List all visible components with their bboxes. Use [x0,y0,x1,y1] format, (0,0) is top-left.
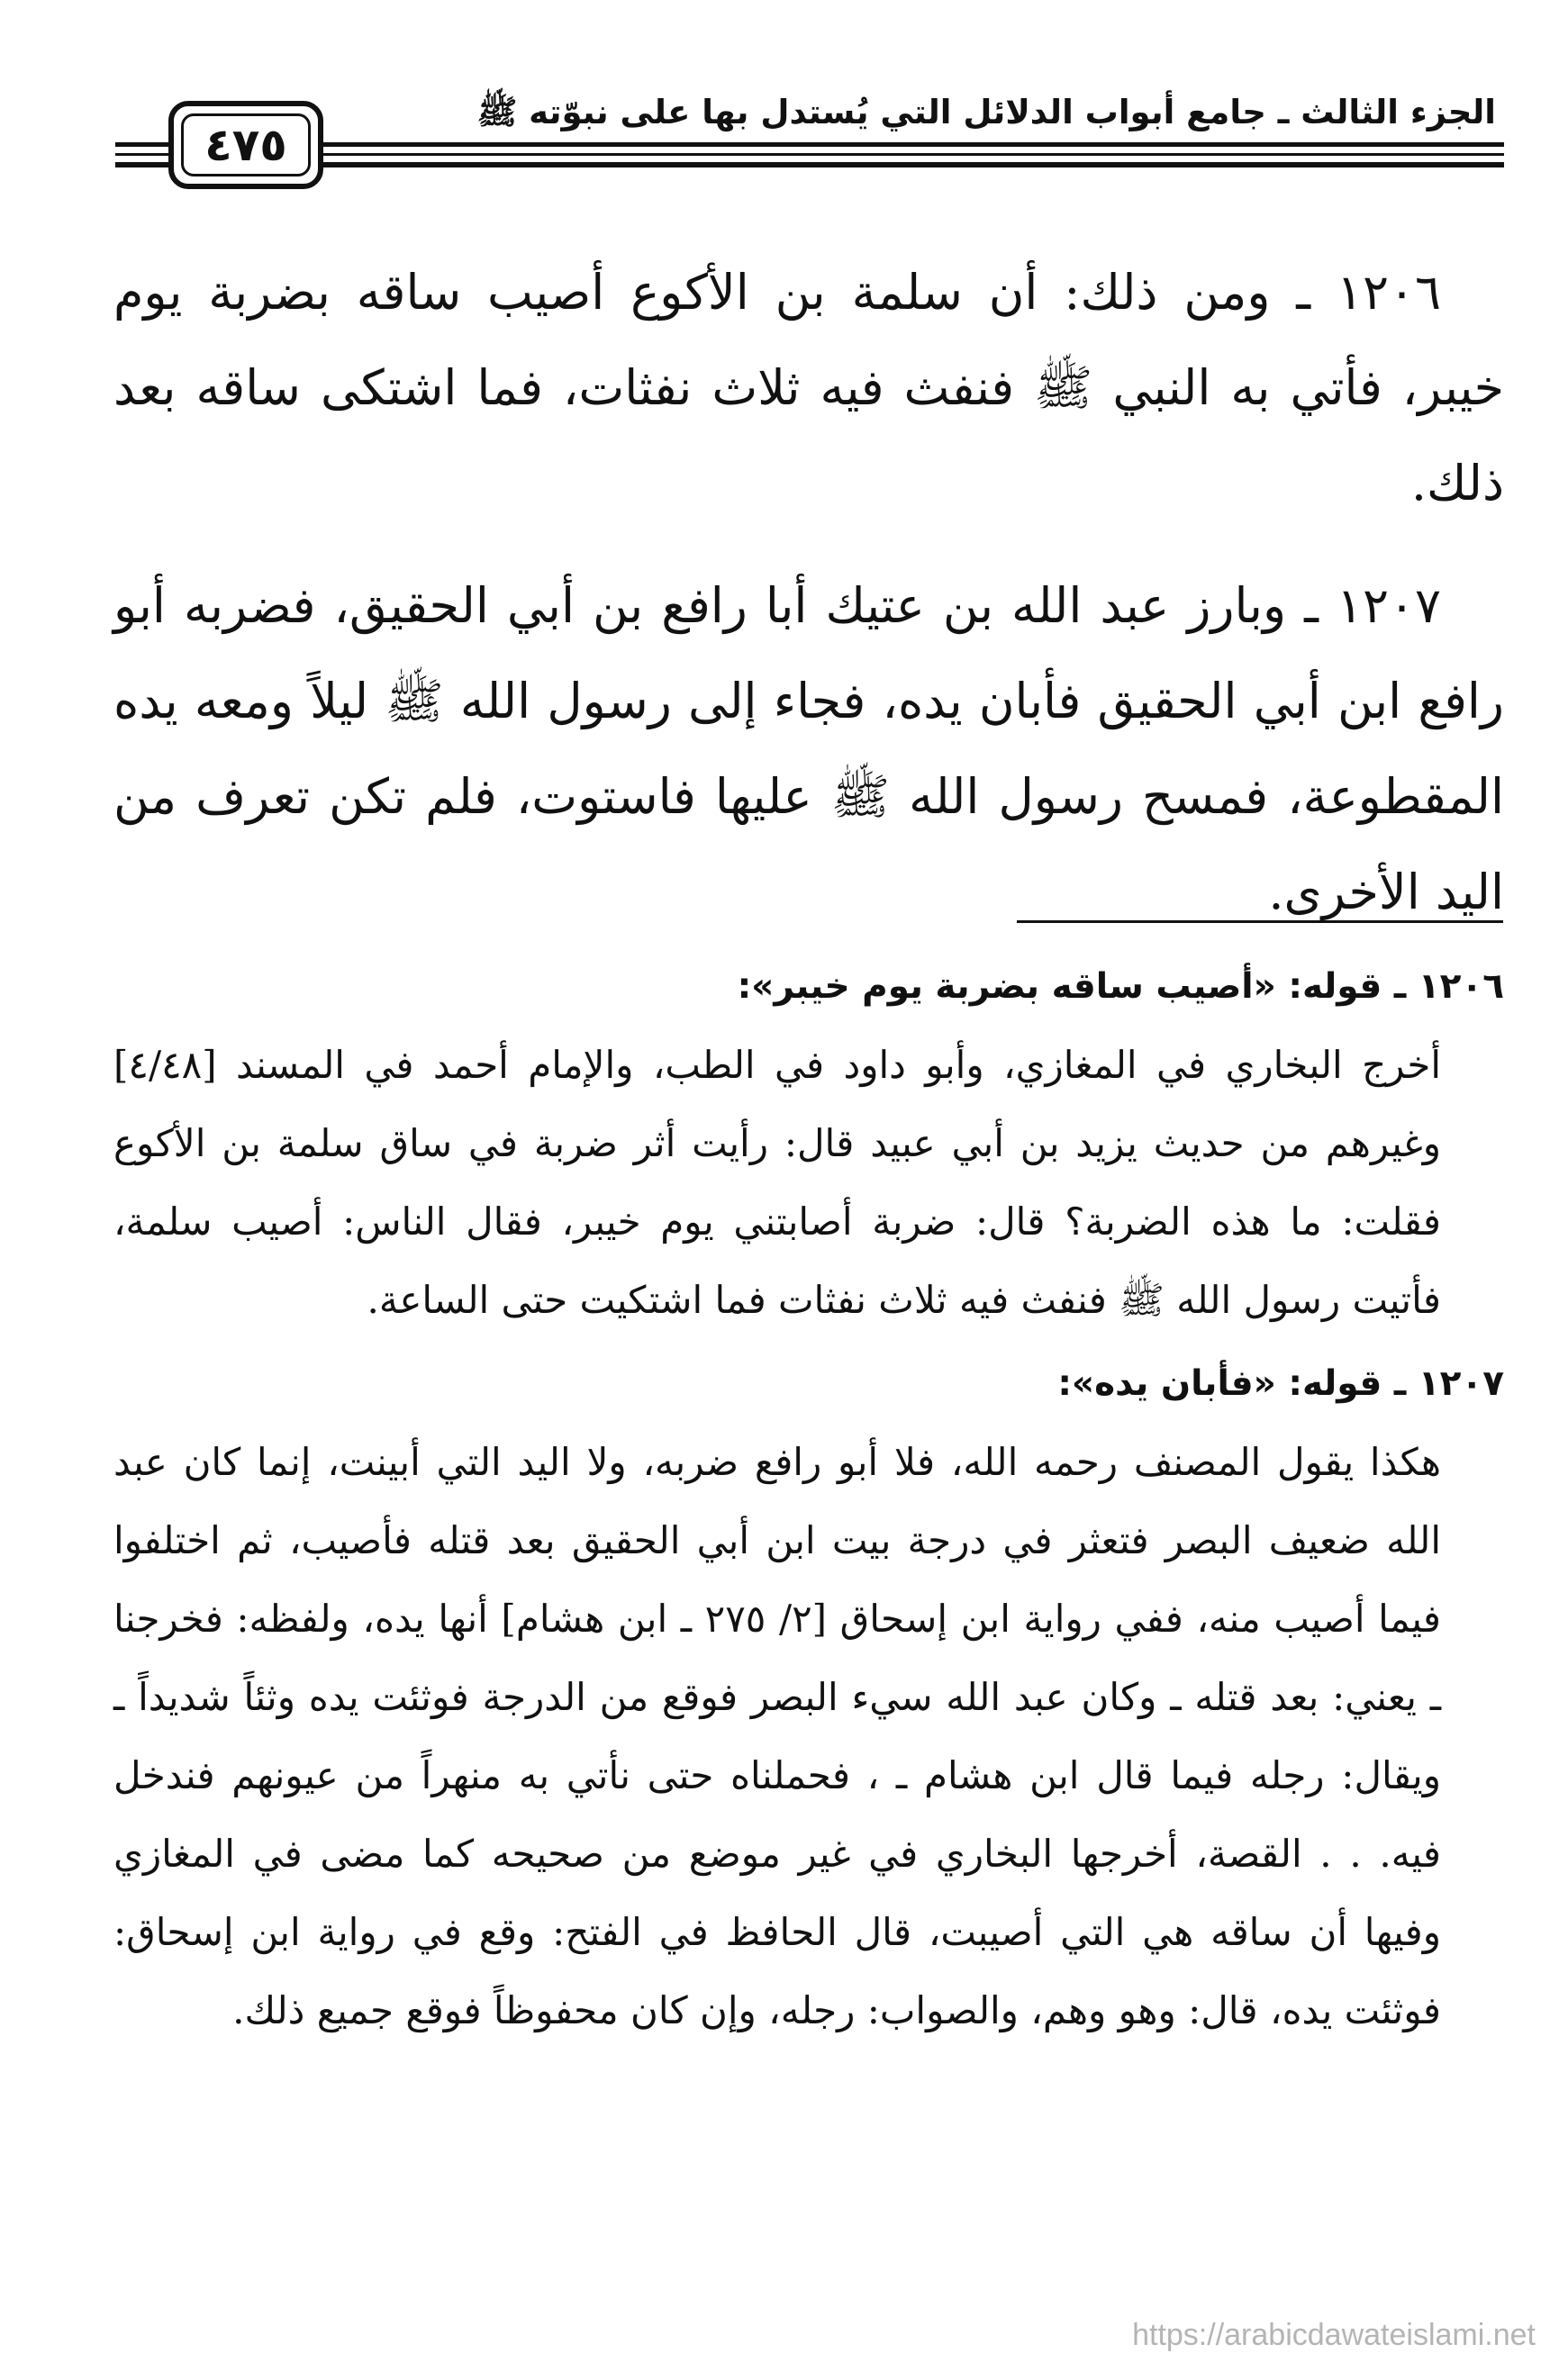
main-text [113,245,1504,967]
paragraph-1206: ١٢٠٦ ـ ومن ذلك: أن سلمة بن الأكوع أصيب ساقه بضربة يوم خيبر، فأتي به النبي ﷺ فنفث فيه ثلاث نفثات، فما اشتكى ساقه بعد ذلك. [113,264,1504,511]
running-header: الجزء الثالث ـ جامع أبواب الدلائل التي يُستدل بها على نبوّته ﷺ [476,93,1496,131]
page-number: ٤٧٥ [181,113,311,176]
footnote-heading-1207: ١٢٠٧ ـ قوله: «فأبان يده»: [1057,1363,1504,1404]
paragraph-1207: ١٢٠٧ ـ وبارز عبد الله بن عتيك أبا رافع بن أبي الحقيق، فضربه أبو رافع ابن أبي الحقيق فأبان يده، فجاء إلى رسول الله ﷺ ليلاً ومعه يده المقطوعة، فمسح رسول الله ﷺ عليها فاستوت، فلم تكن تعرف من اليد الأخرى. [113,577,1504,920]
header-rule-top [115,142,1504,147]
watermark-url: https://arabicdawateislami.net [1132,2318,1536,2352]
footnote-heading-1206: ١٢٠٦ ـ قوله: «أصيب ساقه بضربة يوم خيبر»: [737,966,1504,1007]
page-number-frame [168,101,323,189]
footnote-body-1206: أخرج البخاري في المغازي، وأبو داود في الطب، والإمام أحمد في المسند [٤/٤٨] وغيرهم من حديث يزيد بن أبي عبيد قال: رأيت أثر ضربة في ساق سلمة بن الأكوع فقلت: ما هذه الضربة؟ قال: ضربة أصابتني يوم خيبر، فقال الناس: أصيب سلمة، فأتيت رسول الله ﷺ فنفث فيه ثلاث نفثات فما اشتكيت حتى الساعة. [113,1043,1441,1322]
footnote-separator [1017,920,1503,923]
footnotes [113,947,1504,2055]
header-rule-middle [115,153,1504,156]
footnote-body-1207: هكذا يقول المصنف رحمه الله، فلا أبو رافع ضربه، ولا اليد التي أبينت، إنما كان عبد الله ضعيف البصر فتعثر في درجة بيت ابن أبي الحقيق بعد قتله فأصيب، ثم اختلفوا فيما أصيب منه، ففي رواية ابن إسحاق [٢/ ٢٧٥ ـ ابن هشام] أنها يده، ولفظه: فخرجنا ـ يعني: بعد قتله ـ وكان عبد الله سيء البصر فوقع من الدرجة فوثئت يده وثئاً شديداً ـ ويقال: رجله فيما قال ابن هشام ـ ، فحملناه حتى نأتي به منهراً من عيونهم فندخل فيه. . . القصة، أخرجها البخاري في غير موضع من صحيحه كما مضى في المغازي وفيها أن ساقه هي التي أصيبت، قال الحافظ في الفتح: وقع في رواية ابن إسحاق: فوثئت يده، قال: وهو وهم، والصواب: رجله، وإن كان محفوظاً فوقع جميع ذلك. [113,1440,1441,2032]
header-rule-bottom [115,162,1504,167]
